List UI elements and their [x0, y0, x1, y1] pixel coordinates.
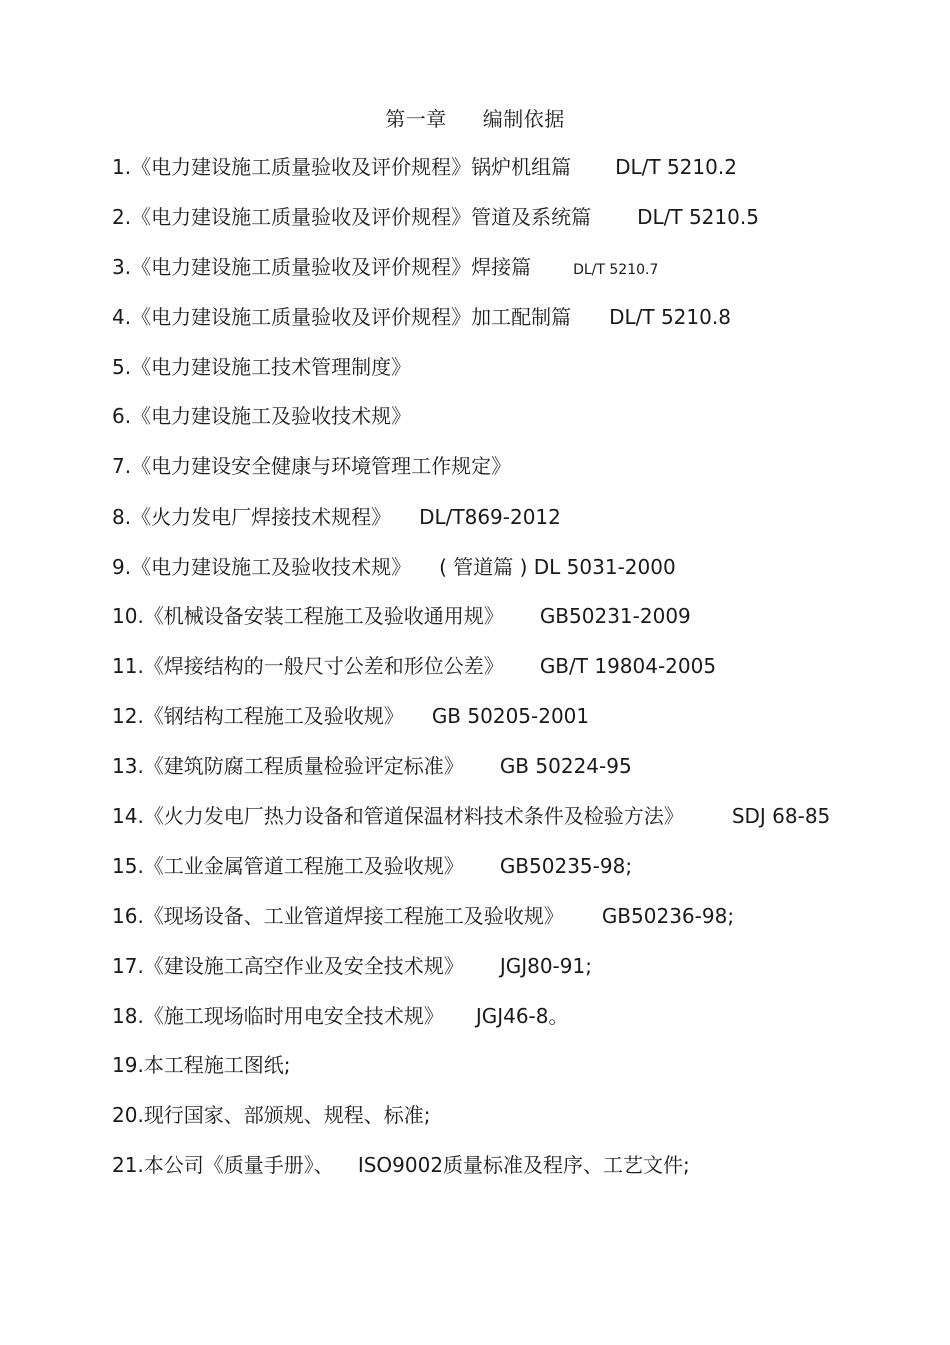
- item-number: 17.: [112, 954, 144, 978]
- item-code: GB50235-98;: [499, 854, 633, 878]
- item-text: 《建设施工高空作业及安全技术规》: [143, 954, 464, 978]
- list-item: [112, 1051, 291, 1079]
- item-number: 6.: [112, 404, 132, 428]
- item-number: 4.: [112, 305, 132, 329]
- list-item: [112, 602, 691, 630]
- list-item: [112, 852, 632, 880]
- list-item: [112, 652, 716, 680]
- list-item: [112, 802, 830, 830]
- list-item: [112, 503, 561, 531]
- list-item: [112, 902, 734, 930]
- item-code: DL/T 5210.2: [615, 155, 737, 179]
- item-number: 21.: [112, 1153, 144, 1177]
- item-number: 15.: [112, 854, 144, 878]
- item-code: DL/T 5210.5: [637, 205, 759, 229]
- item-number: 3.: [112, 255, 132, 279]
- item-text: 《电力建设施工及验收技术规》: [131, 555, 412, 579]
- item-text: 《电力建设施工质量验收及评价规程》锅炉机组篇: [131, 155, 572, 179]
- item-text: 《机械设备安装工程施工及验收通用规》: [143, 604, 504, 628]
- list-item: [112, 1101, 431, 1129]
- item-text: 现行国家、部颁规、规程、标准;: [143, 1103, 431, 1127]
- item-code: DL/T 5210.8: [609, 305, 731, 329]
- item-code: GB 50224-95: [499, 754, 632, 778]
- list-item: [112, 303, 731, 331]
- list-item: [112, 253, 658, 281]
- list-item: [112, 353, 411, 381]
- item-number: 16.: [112, 904, 144, 928]
- item-code: DL/T 5210.7: [573, 262, 659, 278]
- item-number: 13.: [112, 754, 144, 778]
- item-text: 《电力建设施工及验收技术规》: [131, 404, 412, 428]
- item-code: JGJ46-8。: [475, 1004, 569, 1028]
- item-code: GB 50205-2001: [431, 704, 590, 728]
- item-code: ISO9002质量标准及程序、工艺文件;: [357, 1153, 690, 1177]
- item-number: 12.: [112, 704, 144, 728]
- item-text: 《电力建设施工质量验收及评价规程》管道及系统篇: [131, 205, 592, 229]
- chapter-title: [0, 103, 950, 132]
- item-number: 1.: [112, 155, 132, 179]
- item-number: 2.: [112, 205, 132, 229]
- list-item: [112, 702, 589, 730]
- chapter-heading: 编制依据: [482, 107, 565, 131]
- item-text: 《钢结构工程施工及验收规》: [143, 704, 404, 728]
- item-number: 11.: [112, 654, 144, 678]
- item-number: 9.: [112, 555, 132, 579]
- list-item: [112, 752, 632, 780]
- list-item: [112, 452, 511, 480]
- item-code: GB/T 19804-2005: [539, 654, 717, 678]
- list-item: [112, 153, 737, 181]
- chapter-number: 第一章: [385, 107, 447, 131]
- item-text: 《建筑防腐工程质量检验评定标准》: [143, 754, 464, 778]
- item-text: 《工业金属管道工程施工及验收规》: [143, 854, 464, 878]
- item-code: GB50236-98;: [601, 904, 735, 928]
- item-text: 《焊接结构的一般尺寸公差和形位公差》: [143, 654, 504, 678]
- list-item: [112, 553, 676, 581]
- item-code: GB50231-2009: [539, 604, 691, 628]
- item-text: 《电力建设施工技术管理制度》: [131, 355, 412, 379]
- item-number: 10.: [112, 604, 144, 628]
- item-text: 《火力发电厂焊接技术规程》: [131, 505, 392, 529]
- item-text: 《现场设备、工业管道焊接工程施工及验收规》: [143, 904, 564, 928]
- item-text: 《电力建设施工质量验收及评价规程》加工配制篇: [131, 305, 572, 329]
- item-text: 《电力建设施工质量验收及评价规程》焊接篇: [131, 255, 532, 279]
- item-text: 《施工现场临时用电安全技术规》: [143, 1004, 444, 1028]
- item-number: 5.: [112, 355, 132, 379]
- item-text: 《电力建设安全健康与环境管理工作规定》: [131, 454, 512, 478]
- item-number: 19.: [112, 1053, 144, 1077]
- list-item: [112, 203, 759, 231]
- item-number: 7.: [112, 454, 132, 478]
- item-code: DL/T869-2012: [419, 505, 561, 529]
- item-number: 8.: [112, 505, 132, 529]
- list-item: [112, 1151, 690, 1179]
- item-text: 本公司《质量手册》、: [143, 1153, 334, 1177]
- item-text: 本工程施工图纸;: [143, 1053, 291, 1077]
- item-text: 《火力发电厂热力设备和管道保温材料技术条件及检验方法》: [143, 804, 684, 828]
- item-number: 14.: [112, 804, 144, 828]
- item-number: 18.: [112, 1004, 144, 1028]
- item-number: 20.: [112, 1103, 144, 1127]
- item-code: SDJ 68-85: [731, 804, 831, 828]
- item-code: ( 管道篇 ) DL 5031-2000: [439, 555, 676, 579]
- item-code: JGJ80-91;: [499, 954, 592, 978]
- list-item: [112, 1002, 569, 1030]
- list-item: [112, 402, 411, 430]
- list-item: [112, 952, 592, 980]
